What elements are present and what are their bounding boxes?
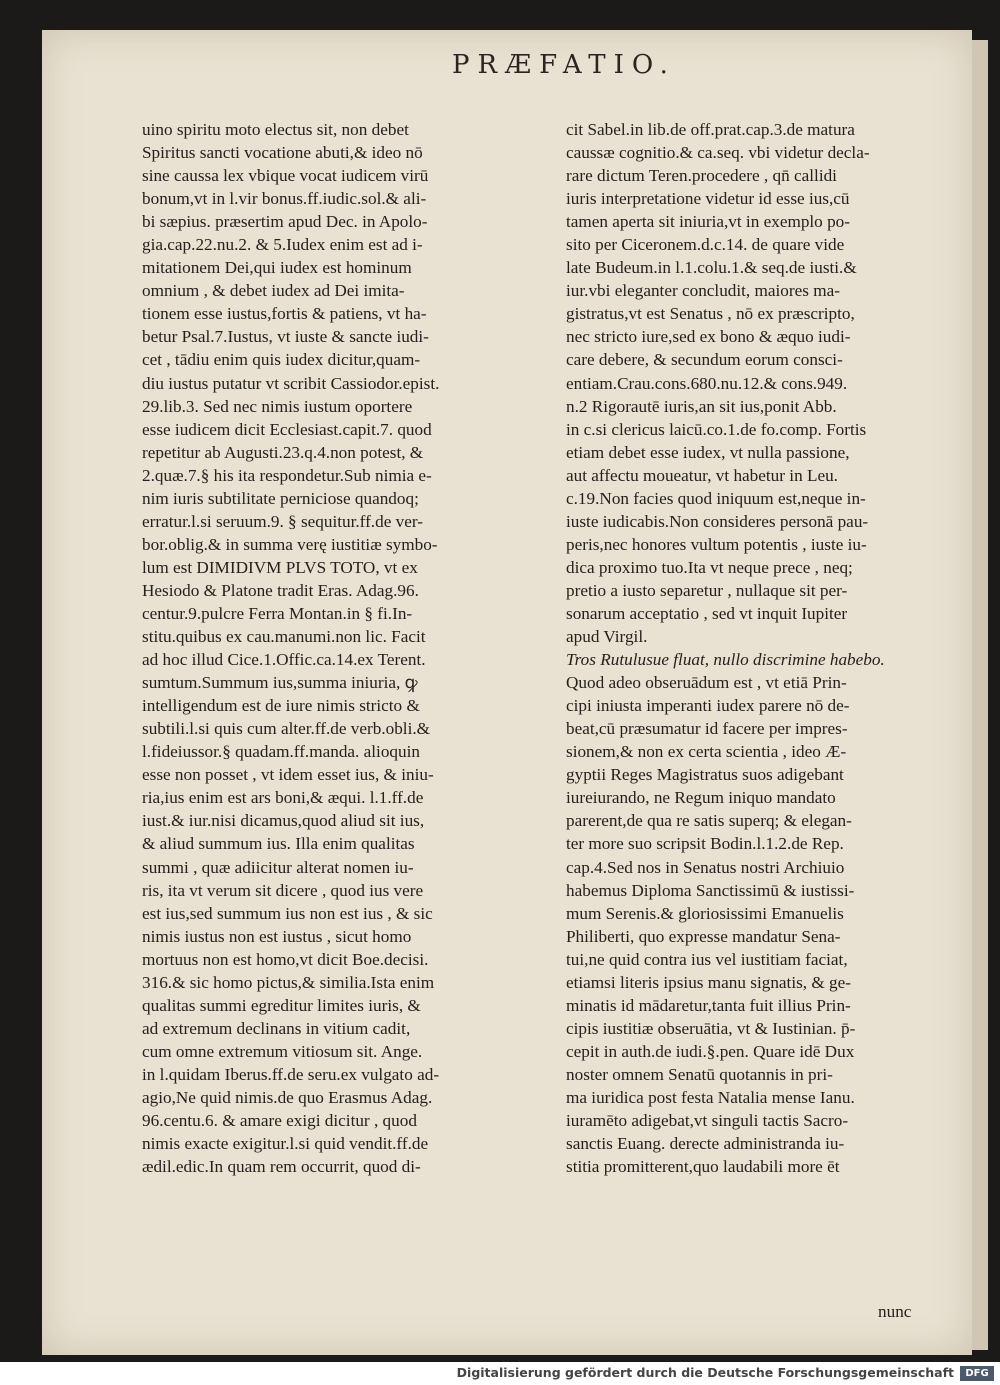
text-line: c.19.Non facies quod iniquum est,neque in- [566,488,866,508]
text-line: cet , tādiu enim quis iudex dicitur,quam- [142,350,421,370]
text-line: peris,nec honores vultum potentis , iuste iu- [566,534,867,554]
text-line: iuramēto adigebat,vt singuli tactis Sacro- [566,1111,849,1131]
text-line: centur.9.pulcre Ferra Montan.in § fi.In- [142,603,413,623]
text-line: Hesiodo & Platone tradit Eras. Adag.96. [142,580,419,600]
text-line: esse non posset , vt idem esset ius, & iniu- [142,765,434,785]
left-text-column [142,118,536,1178]
text-line: ad extremum declinans in vitium cadit, [142,1018,411,1038]
text-line: ædil.edic.In quam rem occurrit, quod di- [142,1157,421,1177]
text-line: mum Serenis.& gloriosissimi Emanuelis [566,903,844,923]
text-line: ris, ita vt verum sit dicere , quod ius vere [142,880,424,900]
text-line: est ius,sed summum ius non est ius , & sic [142,903,433,923]
text-line: qualitas summi egreditur limites iuris, & [142,995,421,1015]
text-line: l.fideiussor.§ quadam.ff.manda. alioquin [142,742,420,762]
text-line: cit Sabel.in lib.de off.prat.cap.3.de matura [566,120,855,139]
text-line: minatis id mādaretur,tanta fuit illius Prin- [566,995,851,1015]
text-line: tionem esse iustus,fortis & patiens, vt ha- [142,304,427,324]
footer-bar [0,1362,1000,1385]
text-line: gia.cap.22.nu.2. & 5.Iudex enim est ad i- [142,235,423,255]
text-line: etiamsi literis ipsius manu signatis, & ge- [566,972,851,992]
text-line: pretio a iusto separetur , nullaque sit per- [566,580,848,600]
text-line: bi sæpius. præsertim apud Dec. in Apolo- [142,212,428,232]
text-line: cum omne extremum vitiosum sit. Ange. [142,1041,423,1061]
text-line: intelligendum est de iure nimis stricto & [142,696,420,716]
text-line: iur.vbi eleganter concludit, maiores ma- [566,281,840,301]
text-line: 2.quæ.7.§ his ita respondetur.Sub nimia e- [142,465,432,485]
text-line: entiam.Crau.cons.680.nu.12.& cons.949. [566,373,848,393]
text-line: stitu.quibus ex cau.manumi.non lic. Facit [142,627,426,647]
text-line: uino spiritu moto electus sit, non debet [142,120,409,139]
text-line: ria,ius enim est ars boni,& æqui. l.1.ff.de [142,788,424,808]
text-line: habemus Diploma Sanctissimū & iustissi- [566,880,855,900]
running-head: PRÆFATIO. [452,50,676,80]
text-line: iureiurando, ne Regum iniquo mandato [566,788,836,808]
text-line: cipis iustitiæ obseruātia, vt & Iustinian. p̄- [566,1018,856,1038]
text-line: iuste iudicabis.Non consideres personā pau- [566,511,869,531]
text-line: gistratus,vt est Senatus , nō ex præscripto, [566,304,855,324]
text-line: subtili.l.si quis cum alter.ff.de verb.obli.& [142,719,431,739]
text-line: diu iustus putatur vt scribit Cassiodor.epist. [142,373,440,393]
text-line: Philiberti, quo expresse mandatur Sena- [566,926,841,946]
text-line: noster omnem Senatū quotannis in pri- [566,1064,833,1084]
text-line: sionem,& non ex certa scientia , ideo Æ- [566,742,847,762]
text-line: esse iudicem dicit Ecclesiast.capit.7. quod [142,419,432,439]
text-line: sito per Ciceronem.d.c.14. de quare vide [566,235,845,255]
text-line: in l.quidam Iberus.ff.de seru.ex vulgato ad- [142,1064,440,1084]
text-line: sonarum acceptatio , sed vt inquit Iupiter [566,603,848,623]
text-line: care debere, & secundum eorum consci- [566,350,843,370]
text-line: nimis exacte exigitur.l.si quid vendit.ff.de [142,1134,429,1154]
text-line: apud Virgil. [566,627,648,647]
text-line: tui,ne quid contra ius vel iustitiam faciat, [566,949,848,969]
dfg-logo: DFG [960,1366,994,1381]
text-line: ter more suo scripsit Bodin.l.1.2.de Rep. [566,834,844,854]
text-line: stitia promitterent,quo laudabili more ēt [566,1157,840,1177]
text-line: erratur.l.si seruum.9. § sequitur.ff.de ver- [142,511,423,531]
text-line: nec stricto iure,sed ex bono & æquo iudi- [566,327,851,347]
text-line: parerent,de qua re satis superq; & elegan- [566,811,852,831]
text-line: betur Psal.7.Iustus, vt iuste & sancte iudi- [142,327,429,347]
text-line: agio,Ne quid nimis.de quo Erasmus Adag. [142,1087,433,1107]
text-line: 96.centu.6. & amare exigi dicitur , quod [142,1111,417,1131]
text-line: bonum,vt in l.vir bonus.ff.iudic.sol.& ali- [142,189,427,209]
text-line: mortuus non est homo,vt dicit Boe.decisi. [142,949,429,969]
text-line: sanctis Euang. derecte administranda iu- [566,1134,845,1154]
catchword: nunc [878,1302,912,1321]
funding-notice: Digitalisierung gefördert durch die Deutsche Forschungsgemeinschaft [456,1365,954,1380]
text-line: aut affectu moueatur, vt habetur in Leu. [566,465,838,485]
text-line: beat,cū præsumatur id facere per impres- [566,719,848,739]
text-line: iuris interpretatione videtur id esse ius,cū [566,189,850,209]
text-line: mitationem Dei,qui iudex est hominum [142,258,412,278]
text-line: & aliud summum ius. Illa enim qualitas [142,834,415,854]
text-line: 316.& sic homo pictus,& similia.Ista enim [142,972,435,992]
text-line: in c.si clericus laicū.co.1.de fo.comp. Fortis [566,419,867,439]
text-line: cipi iniusta imperanti iudex parere nō de- [566,696,850,716]
text-line: nim iuris subtilitate perniciose quandoq; [142,488,419,508]
text-line: dica proximo tuo.Ita vt neque prece , neq; [566,557,853,577]
text-line: iust.& iur.nisi dicamus,quod aliud sit ius, [142,811,425,831]
text-line: Spiritus sancti vocatione abuti,& ideo nō [142,143,423,163]
text-line: caussæ cognitio.& ca.seq. vbi videtur decla- [566,143,870,163]
text-line: tamen aperta sit iniuria,vt in exemplo po- [566,212,850,232]
right-text-column [566,118,960,1178]
text-line: ma iuridica post festa Natalia mense Ianu. [566,1087,855,1107]
text-line: cepit in auth.de iudi.§.pen. Quare idē Dux [566,1041,855,1061]
text-line: nimis iustus non est iustus , sicut homo [142,926,412,946]
text-line: 29.lib.3. Sed nec nimis iustum oportere [142,396,413,416]
text-line: bor.oblig.& in summa verę iustitiæ symbo- [142,534,438,554]
text-line: summi , quæ adiicitur alterat nomen iu- [142,857,414,877]
text-line: ad hoc illud Cice.1.Offic.ca.14.ex Terent. [142,650,426,670]
text-line: sumtum.Summum ius,summa iniuria, ꝙ [142,673,418,693]
text-line: gyptii Reges Magistratus suos adigebant [566,765,844,785]
text-line: etiam debet esse iudex, vt nulla passione, [566,442,850,462]
text-line: cap.4.Sed nos in Senatus nostri Archiuio [566,857,845,877]
text-line: omnium , & debet iudex ad Dei imita- [142,281,405,301]
text-line: rare dictum Teren.procedere , qn̄ callidi [566,166,837,186]
text-line: n.2 Rigorautē iuris,an sit ius,ponit Abb. [566,396,837,416]
text-line: repetitur ab Augusti.23.q.4.non potest, & [142,442,424,462]
text-line: Quod adeo obseruādum est , vt etiā Prin- [566,673,847,693]
text-line: late Budeum.in l.1.colu.1.& seq.de iusti.& [566,258,857,278]
text-line: sine caussa lex vbique vocat iudicem virū [142,166,429,186]
text-line: Tros Rutulusue fluat, nullo discrimine habebo. [566,650,885,670]
text-line: lum est DIMIDIVM PLVS TOTO, vt ex [142,557,418,577]
